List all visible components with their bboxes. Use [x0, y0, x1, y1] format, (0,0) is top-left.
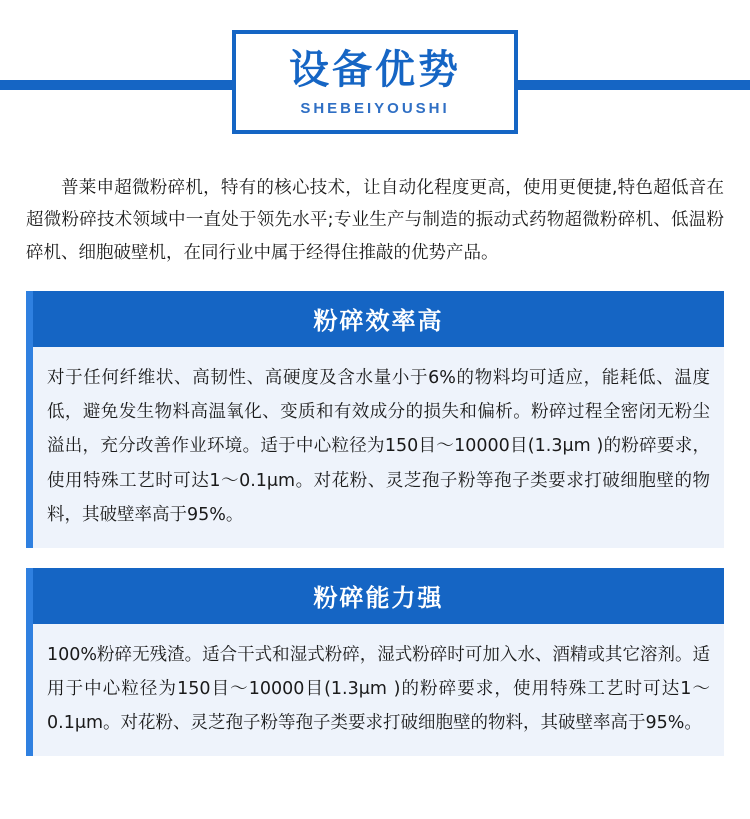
product-advantage-page [0, 18, 750, 819]
section-body: 100%粉碎无残渣。适合干式和湿式粉碎，湿式粉碎时可加入水、酒精或其它溶剂。适用于中心粒径为150目～10000目(1.3μm )的粉碎要求，使用特殊工艺时可达1～0.1μm。对花粉、灵芝孢子粉等孢子类要求打破细胞壁的物料，其破壁率高于95%。 [47, 644, 710, 733]
header-rule-left [0, 80, 232, 90]
section-crushing-capacity [26, 568, 724, 756]
header-rule-right [518, 80, 750, 90]
header-title-box [232, 30, 518, 134]
section-crushing-efficiency [26, 291, 724, 548]
section-body: 对于任何纤维状、高韧性、高硬度及含水量小于6%的物料均可适应，能耗低、温度低，避免发生物料高温氧化、变质和有效成分的损失和偏析。粉碎过程全密闭无粉尘溢出，充分改善作业环境。适于中心粒径为150目～10000目(1.3μm )的粉碎要求，使用特殊工艺时可达1～0.1μm。对花粉、灵芝孢子粉等孢子类要求打破细胞壁的物料，其破壁率高于95%。 [47, 368, 710, 525]
section-title: 粉碎能力强 [33, 568, 724, 624]
page-title: 设备优势 [289, 46, 461, 93]
intro-paragraph: 普莱申超微粉碎机，特有的核心技术，让自动化程度更高，使用更便捷,特色超低音在超微粉碎技术领域中一直处于领先水平;专业生产与制造的振动式药物超微粉碎机、低温粉碎机、细胞破壁机，在同行业中属于经得住推敲的优势产品。 [26, 178, 724, 263]
page-subtitle: SHEBEIYOUSHI [300, 99, 450, 117]
section-title: 粉碎效率高 [33, 291, 724, 347]
page-header [0, 18, 750, 158]
